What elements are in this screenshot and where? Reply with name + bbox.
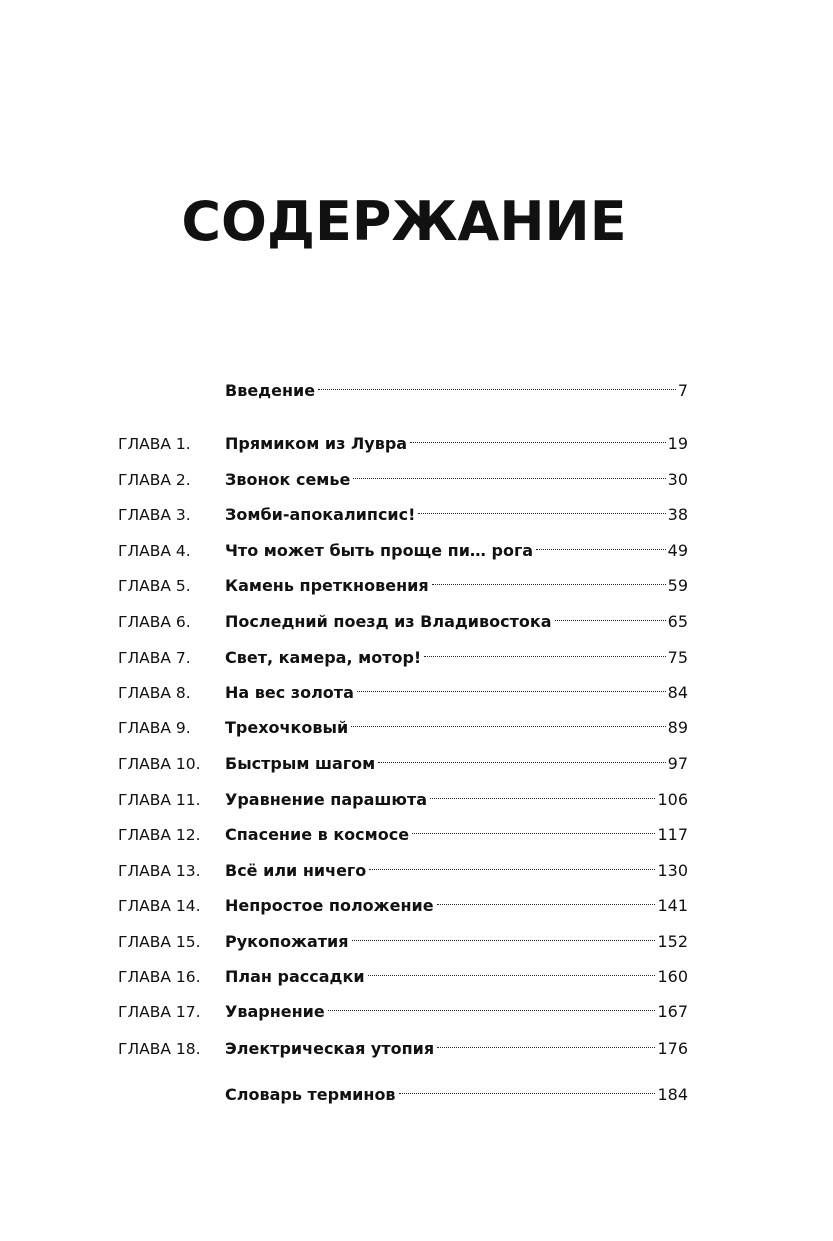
entry-title: План рассадки xyxy=(225,967,365,986)
dot-leader xyxy=(536,549,666,550)
entry-title: Что может быть проще пи… рога xyxy=(225,541,534,560)
chapter-label: ГЛАВА 3. xyxy=(118,506,191,524)
chapter-label: ГЛАВА 1. xyxy=(118,435,191,453)
entry-title: Электрическая утопия xyxy=(225,1039,435,1058)
page-title: СОДЕРЖАНИЕ xyxy=(181,190,627,253)
chapter-label: ГЛАВА 5. xyxy=(118,577,191,595)
toc-entry-chapter-11[interactable] xyxy=(118,786,688,814)
toc-entry-chapter-3[interactable] xyxy=(118,501,688,529)
page-number: 7 xyxy=(677,381,688,400)
page-number: 75 xyxy=(667,648,688,667)
page-number: 167 xyxy=(657,1002,688,1021)
chapter-label: ГЛАВА 11. xyxy=(118,791,201,809)
chapter-label: ГЛАВА 10. xyxy=(118,755,201,773)
page-number: 59 xyxy=(667,576,688,595)
page-number: 19 xyxy=(667,434,688,453)
toc-entry-chapter-8[interactable] xyxy=(118,679,688,707)
entry-title: Камень преткновения xyxy=(225,576,429,595)
dot-leader xyxy=(437,1047,655,1048)
page-number: 49 xyxy=(667,541,688,560)
chapter-label: ГЛАВА 17. xyxy=(118,1003,201,1021)
dot-leader xyxy=(555,620,666,621)
dot-leader xyxy=(353,478,665,479)
chapter-label: ГЛАВА 14. xyxy=(118,897,201,915)
page-number: 160 xyxy=(657,967,688,986)
entry-title: Непростое положение xyxy=(225,896,434,915)
toc-entry-chapter-6[interactable] xyxy=(118,608,688,636)
entry-title: На вес золота xyxy=(225,683,354,702)
chapter-label: ГЛАВА 2. xyxy=(118,471,191,489)
dot-leader xyxy=(418,513,665,514)
dot-leader xyxy=(328,1010,656,1011)
dot-leader xyxy=(412,833,655,834)
toc-entry-chapter-18[interactable] xyxy=(118,1035,688,1063)
dot-leader xyxy=(437,904,656,905)
dot-leader xyxy=(432,584,666,585)
toc-entry-glossary[interactable] xyxy=(118,1081,688,1109)
entry-title: Введение xyxy=(225,381,316,400)
page-number: 65 xyxy=(667,612,688,631)
chapter-label: ГЛАВА 4. xyxy=(118,542,191,560)
page-number: 97 xyxy=(667,754,688,773)
entry-title: Свет, камера, мотор! xyxy=(225,648,422,667)
chapter-label: ГЛАВА 9. xyxy=(118,719,191,737)
page-number: 106 xyxy=(657,790,688,809)
toc-entry-chapter-4[interactable] xyxy=(118,537,688,565)
page-number: 176 xyxy=(657,1039,688,1058)
chapter-label: ГЛАВА 18. xyxy=(118,1040,201,1058)
entry-title: Зомби-апокалипсис! xyxy=(225,505,416,524)
dot-leader xyxy=(378,762,665,763)
entry-title: Уравнение парашюта xyxy=(225,790,428,809)
page-number: 38 xyxy=(667,505,688,524)
page-number: 89 xyxy=(667,718,688,737)
dot-leader xyxy=(369,869,655,870)
page-number: 30 xyxy=(667,470,688,489)
entry-title: Рукопожатия xyxy=(225,932,349,951)
chapter-label: ГЛАВА 7. xyxy=(118,649,191,667)
toc-entry-chapter-7[interactable] xyxy=(118,644,688,672)
entry-title: Последний поезд из Владивостока xyxy=(225,612,552,631)
entry-title: Прямиком из Лувра xyxy=(225,434,408,453)
toc-entry-chapter-17[interactable] xyxy=(118,998,688,1026)
dot-leader xyxy=(368,975,656,976)
page-number: 152 xyxy=(657,932,688,951)
chapter-label: ГЛАВА 13. xyxy=(118,862,201,880)
page-number: 130 xyxy=(657,861,688,880)
dot-leader xyxy=(424,656,665,657)
chapter-label: ГЛАВА 8. xyxy=(118,684,191,702)
dot-leader xyxy=(357,691,666,692)
page-number: 117 xyxy=(657,825,688,844)
chapter-label: ГЛАВА 12. xyxy=(118,826,201,844)
toc-entry-chapter-16[interactable] xyxy=(118,963,688,991)
page-number: 141 xyxy=(657,896,688,915)
page-number: 184 xyxy=(657,1085,688,1104)
entry-title: Уварнение xyxy=(225,1002,325,1021)
entry-title: Словарь терминов xyxy=(225,1085,396,1104)
toc-entry-chapter-15[interactable] xyxy=(118,928,688,956)
toc-entry-chapter-10[interactable] xyxy=(118,750,688,778)
toc-entry-chapter-9[interactable] xyxy=(118,714,688,742)
entry-title: Трехочковый xyxy=(225,718,349,737)
entry-title: Звонок семье xyxy=(225,470,351,489)
dot-leader xyxy=(410,442,666,443)
entry-title: Спасение в космосе xyxy=(225,825,410,844)
toc-entry-chapter-2[interactable] xyxy=(118,466,688,494)
toc-entry-chapter-13[interactable] xyxy=(118,857,688,885)
chapter-label: ГЛАВА 6. xyxy=(118,613,191,631)
toc-entry-intro[interactable] xyxy=(118,377,688,405)
dot-leader xyxy=(352,940,656,941)
toc-entry-chapter-1[interactable] xyxy=(118,430,688,458)
toc-entry-chapter-12[interactable] xyxy=(118,821,688,849)
toc-entry-chapter-14[interactable] xyxy=(118,892,688,920)
chapter-label: ГЛАВА 16. xyxy=(118,968,201,986)
chapter-label: ГЛАВА 15. xyxy=(118,933,201,951)
entry-title: Всё или ничего xyxy=(225,861,367,880)
page-number: 84 xyxy=(667,683,688,702)
entry-title: Быстрым шагом xyxy=(225,754,376,773)
dot-leader xyxy=(351,726,665,727)
dot-leader xyxy=(430,798,655,799)
dot-leader xyxy=(318,389,676,390)
toc-entry-chapter-5[interactable] xyxy=(118,572,688,600)
dot-leader xyxy=(399,1093,656,1094)
